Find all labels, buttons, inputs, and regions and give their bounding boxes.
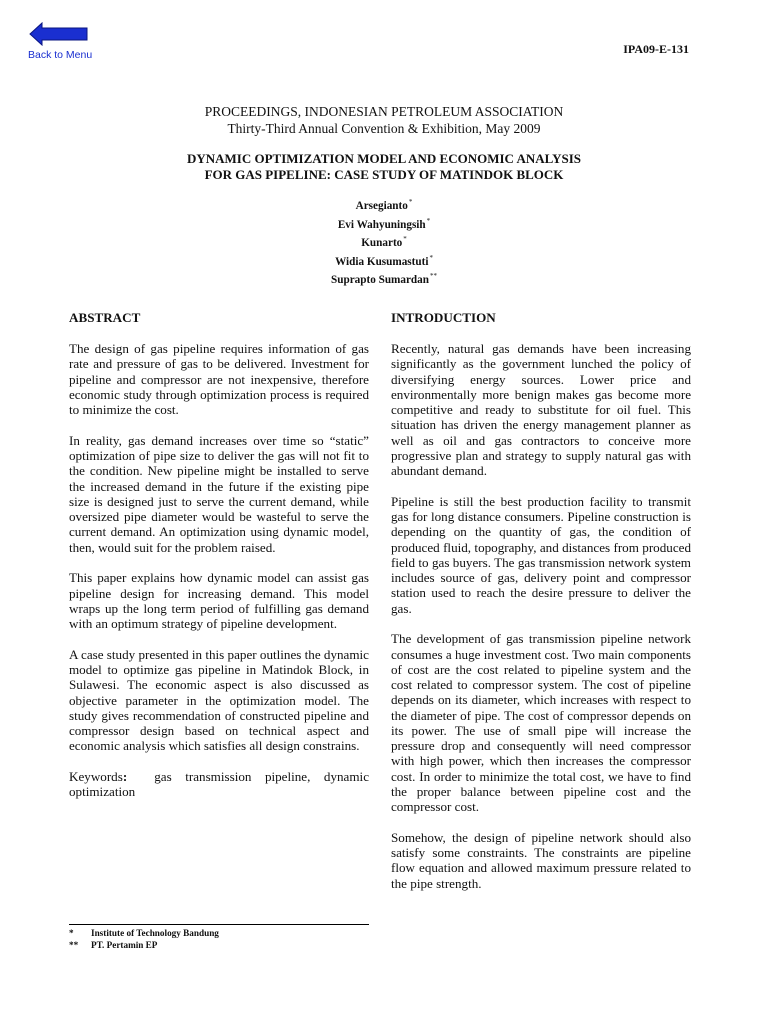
back-to-menu-link[interactable]	[28, 22, 98, 61]
author-name: Widia Kusumastuti	[335, 255, 429, 268]
introduction-column	[391, 309, 691, 906]
abstract-paragraph: The design of gas pipeline requires information of gas rate and pressure of gas to be delivered. Investment for pipeline and compressor are not inexpensive, therefore economic study through optimization process is required to minimize the cost.	[69, 341, 369, 417]
author-name: Suprapto Sumardan	[331, 274, 429, 286]
paper-title-line-2: FOR GAS PIPELINE: CASE STUDY OF MATINDOK BLOCK	[204, 167, 564, 182]
paper-title-line-1: DYNAMIC OPTIMIZATION MODEL AND ECONOMIC ANALYSIS	[186, 151, 582, 166]
introduction-paragraph: Somehow, the design of pipeline network should also satisfy some constraints. The constraints are pipeline flow equation and allowed maximum pressure related to the pipe strength.	[391, 829, 691, 891]
affiliation-mark: **	[429, 272, 437, 280]
footnotes	[69, 924, 369, 951]
paper-title	[0, 151, 768, 183]
abstract-paragraph: A case study presented in this paper outlines the dynamic model to optimize gas pipeline in Matindok Block, in Sulawesi. The economic aspect is also discussed as objective parameter in the optimization model. The study gives recommendation of constructed pipeline and compressor design based on technical aspect and economic analysis which satisfies all design constrains.	[69, 646, 369, 754]
author	[0, 269, 768, 288]
author-list	[0, 195, 768, 288]
introduction-heading: INTRODUCTION	[391, 310, 496, 325]
paper-header	[0, 103, 768, 288]
proceedings-title: PROCEEDINGS, INDONESIAN PETROLEUM ASSOCIATION	[204, 104, 564, 119]
affiliation-mark: *	[403, 235, 407, 243]
author-name: Arsegianto	[355, 200, 408, 212]
introduction-paragraph: The development of gas transmission pipeline network consumes a huge investment cost. Two main components of cost are the cost related to pipeline system and the cost related to compressor system. The cost of pipeline depends on its diameter, which increases with respect to the diameter of pipe. The cost of compressor depends on its power. The use of small pipe will increase the pressure drop and consequently will need compressor with high power, which then increases the compressor cost. In order to minimize the total cost, we have to find the proper balance between pipeline cost and the compressor cost.	[391, 631, 691, 814]
introduction-paragraph: Recently, natural gas demands have been increasing significantly as the government lunched the policy of diversifying energy sources. Lower price and environmentally more benign makes gas become more competitive and ready to substitute for oil fuel. This situation has driven the energy management planner as well as oil and gas contractors to conceive more progressive plan and strategy to supply natural gas with abundant demand.	[391, 341, 691, 478]
footnote-mark: *	[69, 928, 74, 938]
footnote-text: Institute of Technology Bandung	[91, 928, 219, 938]
footnote-text: PT. Pertamin EP	[91, 940, 158, 950]
introduction-paragraph: Pipeline is still the best production facility to transmit gas for long distance consumers. Pipeline construction is depending on the quantity of gas, the condition of produced fluid, topography, and distances from produced field to gas buyers. The gas transmission network system includes source of gas, delivery point and compressor station used to reach the desire pressure to deliver the gas.	[391, 493, 691, 616]
back-to-menu-label[interactable]: Back to Menu	[28, 49, 93, 61]
abstract-paragraph: In reality, gas demand increases over time so “static” optimization of pipe size to deliver the gas will not fit to the condition. New pipeline might be installed to serve the increased demand in the future if the existing pipe size is designed just to serve the current demand, while oversized pipe diameter would be wasteful to serve the current demand. An optimization using dynamic model, then, would suit for the problem raised.	[69, 432, 369, 555]
author	[0, 214, 768, 233]
keywords-label: Keywords	[69, 769, 123, 784]
arrow-left-icon[interactable]	[29, 22, 89, 46]
author	[0, 251, 768, 270]
convention-subtitle: Thirty-Third Annual Convention & Exhibition, May 2009	[227, 121, 541, 136]
footnote-mark: **	[69, 940, 79, 950]
affiliation-mark: *	[426, 216, 431, 225]
abstract-heading: ABSTRACT	[69, 310, 141, 325]
footnote	[69, 927, 369, 939]
abstract-column	[69, 309, 369, 815]
footnote	[69, 939, 369, 951]
affiliation-mark: *	[429, 253, 433, 262]
keywords	[69, 769, 369, 800]
author-name: Kunarto	[361, 237, 403, 249]
author	[0, 232, 768, 251]
author-name: Evi Wahyuningsih	[337, 218, 426, 231]
author	[0, 195, 768, 214]
keywords-text: gas transmission pipeline, dynamic optimization	[69, 769, 370, 800]
affiliation-mark: *	[408, 198, 413, 206]
keywords-colon: :	[122, 769, 128, 784]
abstract-paragraph: This paper explains how dynamic model can assist gas pipeline design for increasing demand. This model wraps up the long term period of fulfilling gas demand with an optimum strategy of pipeline development.	[69, 570, 369, 631]
paper-id: IPA09-E-131	[623, 42, 689, 56]
